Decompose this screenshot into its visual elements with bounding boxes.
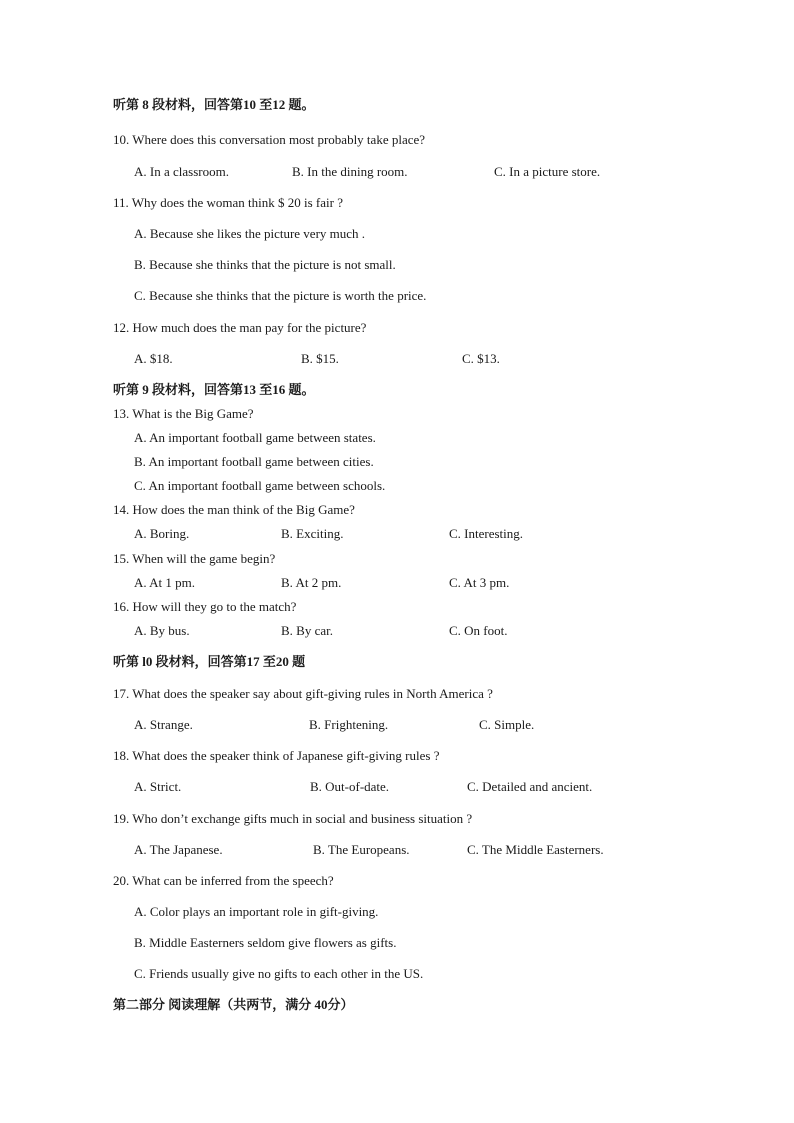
- question-20: 20. What can be inferred from the speech?: [113, 873, 334, 888]
- question-16-option-a: A. By bus.: [134, 623, 190, 638]
- question-15-option-c: C. At 3 pm.: [449, 575, 510, 590]
- question-14: 14. How does the man think of the Big Game?: [113, 502, 355, 517]
- question-14-option-c: C. Interesting.: [449, 526, 524, 541]
- question-16-option-b: B. By car.: [281, 623, 333, 638]
- question-11: 11. Why does the woman think $ 20 is fair ?: [113, 195, 343, 210]
- question-12-option-b: B. $15.: [301, 351, 339, 366]
- question-17-option-c: C. Simple.: [479, 717, 535, 732]
- question-20-option-a: A. Color plays an important role in gift-giving.: [134, 904, 379, 919]
- question-18-option-b: B. Out-of-date.: [310, 779, 390, 794]
- question-17-option-a: A. Strange.: [134, 717, 193, 732]
- question-11-option-b: B. Because she thinks that the picture is not small.: [134, 257, 396, 272]
- question-13: 13. What is the Big Game?: [113, 406, 254, 421]
- question-15-option-a: A. At 1 pm.: [134, 575, 196, 590]
- question-15: 15. When will the game begin?: [113, 551, 276, 566]
- question-14-option-a: A. Boring.: [134, 526, 190, 541]
- part2-header: 第二部分 阅读理解（共两节，满分 40分）: [113, 997, 354, 1012]
- question-19-option-b: B. The Europeans.: [313, 842, 410, 857]
- question-10: 10. Where does this conversation most probably take place?: [113, 132, 426, 147]
- section-header-9: 听第 9 段材料，回答第13 至16 题。: [113, 382, 315, 397]
- question-19-option-a: A. The Japanese.: [134, 842, 223, 857]
- question-11-option-a: A. Because she likes the picture very much .: [134, 226, 366, 241]
- question-19: 19. Who don’t exchange gifts much in social and business situation ?: [113, 811, 473, 826]
- question-12-option-a: A. $18.: [134, 351, 173, 366]
- question-18: 18. What does the speaker think of Japanese gift-giving rules ?: [113, 748, 440, 763]
- question-20-option-b: B. Middle Easterners seldom give flowers as gifts.: [134, 935, 397, 950]
- question-17: 17. What does the speaker say about gift-giving rules in North America ?: [113, 686, 493, 701]
- question-20-option-c: C. Friends usually give no gifts to each other in the US.: [134, 966, 424, 981]
- question-11-option-c: C. Because she thinks that the picture is worth the price.: [134, 288, 427, 303]
- question-13-option-b: B. An important football game between cities.: [134, 454, 374, 469]
- question-10-option-b: B. In the dining room.: [292, 164, 408, 179]
- question-18-option-c: C. Detailed and ancient.: [467, 779, 593, 794]
- question-13-option-c: C. An important football game between schools.: [134, 478, 386, 493]
- question-15-option-b: B. At 2 pm.: [281, 575, 342, 590]
- question-19-option-c: C. The Middle Easterners.: [467, 842, 604, 857]
- question-16-option-c: C. On foot.: [449, 623, 508, 638]
- section-header-8: 听第 8 段材料，回答第10 至12 题。: [113, 97, 315, 112]
- question-13-option-a: A. An important football game between states.: [134, 430, 376, 445]
- question-17-option-b: B. Frightening.: [309, 717, 389, 732]
- question-10-option-a: A. In a classroom.: [134, 164, 229, 179]
- section-header-10: 听第 l0 段材料，回答第17 至20 题: [113, 654, 306, 669]
- question-12-option-c: C. $13.: [462, 351, 500, 366]
- question-12: 12. How much does the man pay for the picture?: [113, 320, 367, 335]
- question-18-option-a: A. Strict.: [134, 779, 182, 794]
- question-14-option-b: B. Exciting.: [281, 526, 344, 541]
- question-16: 16. How will they go to the match?: [113, 599, 297, 614]
- question-10-option-c: C. In a picture store.: [494, 164, 601, 179]
